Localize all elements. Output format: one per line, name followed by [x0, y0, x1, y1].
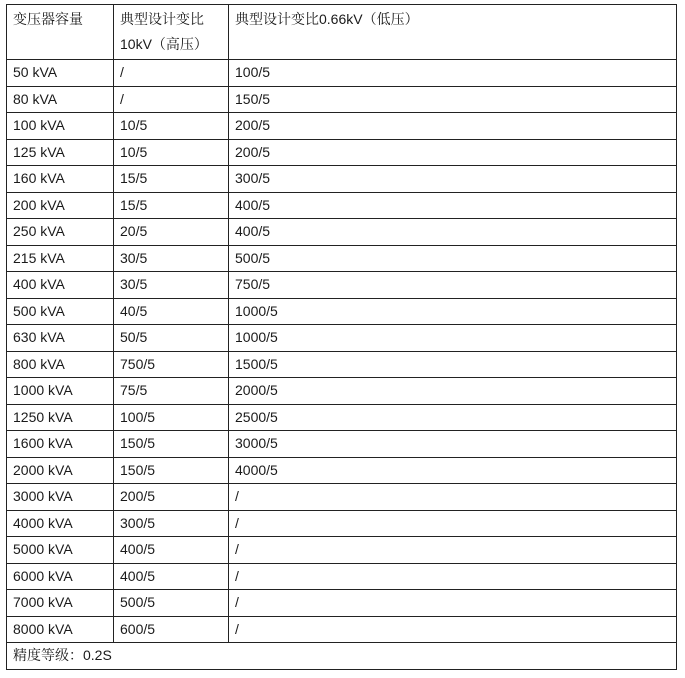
table-row: [7, 457, 677, 484]
table-row: [7, 616, 677, 643]
cell-high-voltage-ratio: 30/5: [114, 272, 229, 299]
cell-high-voltage-ratio: 10/5: [114, 113, 229, 140]
header-low-voltage-ratio: 典型设计变比0.66kV（低压）: [229, 5, 677, 60]
cell-capacity: 1600 kVA: [7, 431, 114, 458]
header-high-voltage-ratio: 典型设计变比10kV（高压）: [114, 5, 229, 60]
cell-capacity: 6000 kVA: [7, 563, 114, 590]
table-row: [7, 60, 677, 87]
cell-high-voltage-ratio: 30/5: [114, 245, 229, 272]
cell-low-voltage-ratio: /: [229, 510, 677, 537]
table-row: [7, 272, 677, 299]
cell-high-voltage-ratio: 20/5: [114, 219, 229, 246]
table-row: [7, 351, 677, 378]
cell-low-voltage-ratio: 3000/5: [229, 431, 677, 458]
cell-low-voltage-ratio: 300/5: [229, 166, 677, 193]
cell-low-voltage-ratio: /: [229, 616, 677, 643]
cell-capacity: 80 kVA: [7, 86, 114, 113]
cell-low-voltage-ratio: 100/5: [229, 60, 677, 87]
cell-high-voltage-ratio: 150/5: [114, 457, 229, 484]
cell-capacity: 8000 kVA: [7, 616, 114, 643]
cell-low-voltage-ratio: /: [229, 484, 677, 511]
table-row: [7, 484, 677, 511]
cell-low-voltage-ratio: 750/5: [229, 272, 677, 299]
header-row: [7, 5, 677, 60]
table-row: [7, 86, 677, 113]
cell-low-voltage-ratio: /: [229, 563, 677, 590]
cell-low-voltage-ratio: /: [229, 537, 677, 564]
cell-high-voltage-ratio: 40/5: [114, 298, 229, 325]
table-row: [7, 298, 677, 325]
cell-high-voltage-ratio: 150/5: [114, 431, 229, 458]
cell-high-voltage-ratio: /: [114, 86, 229, 113]
cell-low-voltage-ratio: 200/5: [229, 113, 677, 140]
table-row: [7, 404, 677, 431]
table-footer: [7, 643, 677, 670]
cell-capacity: 215 kVA: [7, 245, 114, 272]
cell-capacity: 2000 kVA: [7, 457, 114, 484]
cell-high-voltage-ratio: 750/5: [114, 351, 229, 378]
table-row: [7, 590, 677, 617]
cell-low-voltage-ratio: 200/5: [229, 139, 677, 166]
table-row: [7, 245, 677, 272]
cell-low-voltage-ratio: 4000/5: [229, 457, 677, 484]
cell-high-voltage-ratio: 300/5: [114, 510, 229, 537]
cell-low-voltage-ratio: 2500/5: [229, 404, 677, 431]
cell-high-voltage-ratio: /: [114, 60, 229, 87]
cell-low-voltage-ratio: 1000/5: [229, 325, 677, 352]
cell-capacity: 1250 kVA: [7, 404, 114, 431]
table-body: [7, 60, 677, 643]
cell-high-voltage-ratio: 100/5: [114, 404, 229, 431]
cell-capacity: 5000 kVA: [7, 537, 114, 564]
footer-row: [7, 643, 677, 670]
cell-low-voltage-ratio: 150/5: [229, 86, 677, 113]
table-row: [7, 378, 677, 405]
cell-capacity: 250 kVA: [7, 219, 114, 246]
table-header: [7, 5, 677, 60]
cell-capacity: 3000 kVA: [7, 484, 114, 511]
accuracy-class-note: 精度等级：0.2S: [7, 643, 677, 670]
cell-capacity: 50 kVA: [7, 60, 114, 87]
table-row: [7, 325, 677, 352]
cell-high-voltage-ratio: 10/5: [114, 139, 229, 166]
cell-high-voltage-ratio: 75/5: [114, 378, 229, 405]
cell-capacity: 7000 kVA: [7, 590, 114, 617]
cell-high-voltage-ratio: 400/5: [114, 537, 229, 564]
cell-high-voltage-ratio: 400/5: [114, 563, 229, 590]
cell-low-voltage-ratio: 400/5: [229, 219, 677, 246]
cell-capacity: 4000 kVA: [7, 510, 114, 537]
table-row: [7, 139, 677, 166]
cell-capacity: 200 kVA: [7, 192, 114, 219]
header-capacity: 变压器容量: [7, 5, 114, 60]
cell-capacity: 800 kVA: [7, 351, 114, 378]
table-row: [7, 431, 677, 458]
cell-low-voltage-ratio: /: [229, 590, 677, 617]
cell-capacity: 1000 kVA: [7, 378, 114, 405]
table-row: [7, 113, 677, 140]
cell-low-voltage-ratio: 1000/5: [229, 298, 677, 325]
table-row: [7, 219, 677, 246]
cell-high-voltage-ratio: 500/5: [114, 590, 229, 617]
table-row: [7, 166, 677, 193]
table-row: [7, 537, 677, 564]
table-row: [7, 563, 677, 590]
cell-high-voltage-ratio: 50/5: [114, 325, 229, 352]
cell-capacity: 400 kVA: [7, 272, 114, 299]
cell-high-voltage-ratio: 15/5: [114, 192, 229, 219]
cell-high-voltage-ratio: 600/5: [114, 616, 229, 643]
cell-high-voltage-ratio: 15/5: [114, 166, 229, 193]
cell-low-voltage-ratio: 400/5: [229, 192, 677, 219]
cell-capacity: 630 kVA: [7, 325, 114, 352]
cell-low-voltage-ratio: 500/5: [229, 245, 677, 272]
cell-low-voltage-ratio: 1500/5: [229, 351, 677, 378]
cell-high-voltage-ratio: 200/5: [114, 484, 229, 511]
cell-capacity: 100 kVA: [7, 113, 114, 140]
cell-low-voltage-ratio: 2000/5: [229, 378, 677, 405]
transformer-ratio-table: [6, 4, 677, 670]
cell-capacity: 500 kVA: [7, 298, 114, 325]
cell-capacity: 125 kVA: [7, 139, 114, 166]
table-row: [7, 192, 677, 219]
cell-capacity: 160 kVA: [7, 166, 114, 193]
table-row: [7, 510, 677, 537]
